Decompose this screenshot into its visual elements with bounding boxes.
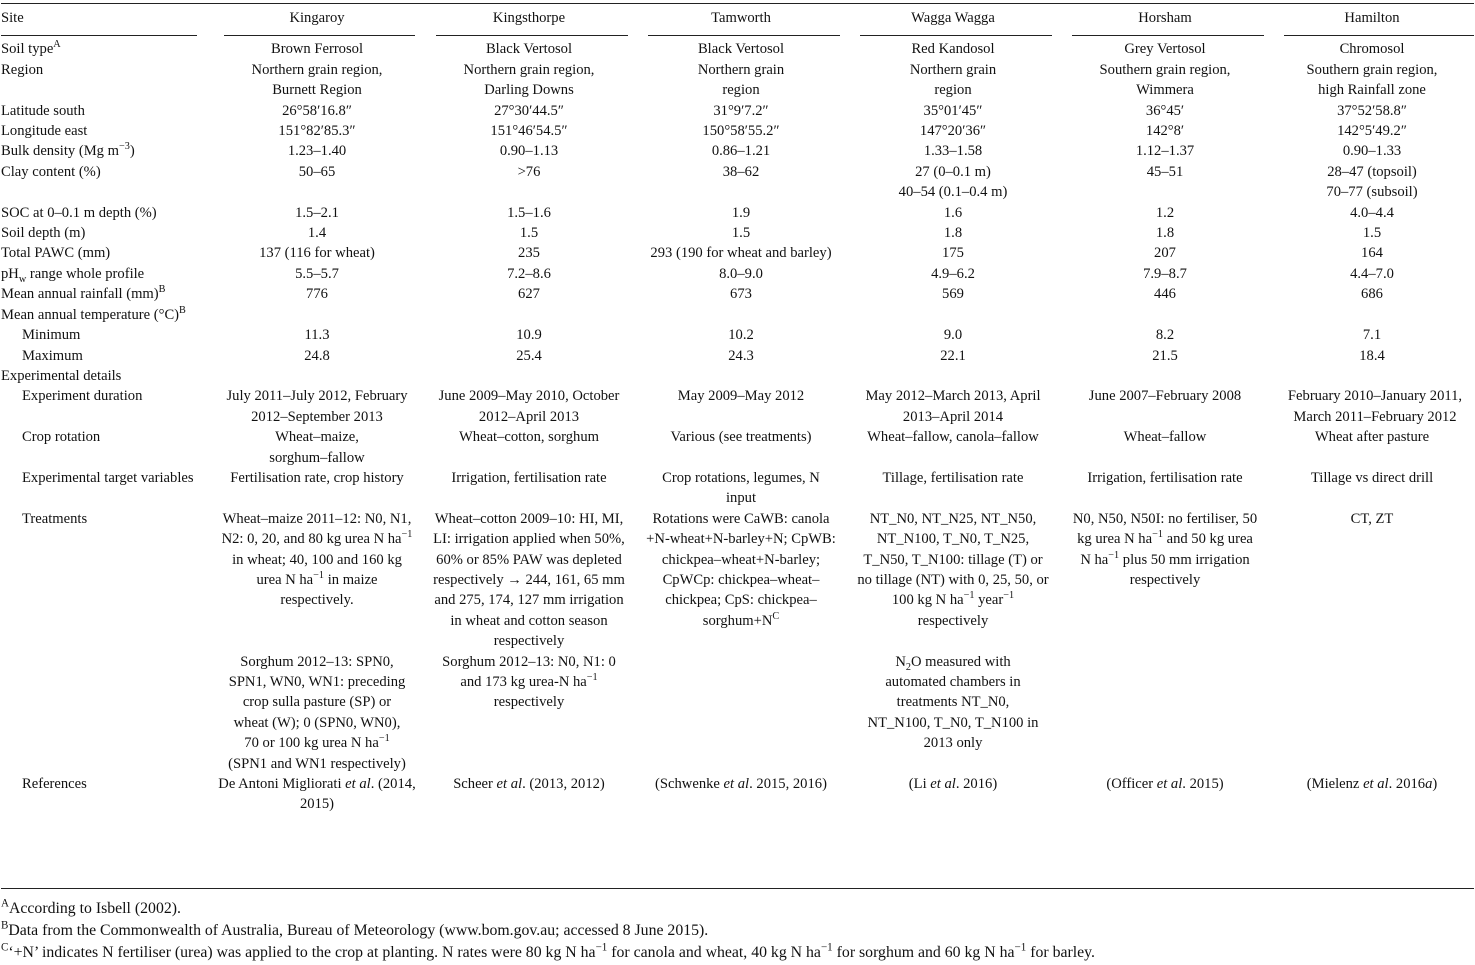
cell: 1.2 (1155, 204, 1175, 221)
cell: 8.0–9.0 (719, 265, 763, 282)
cell: Northern grain region (697, 61, 785, 99)
table-top-rule (1, 3, 1474, 4)
row-label (1, 652, 211, 774)
cell: Various (see treatments) (670, 429, 812, 446)
cell: 151°46′54.5″ (490, 123, 568, 140)
cell: Northern grain region, Darling Downs (463, 61, 595, 99)
cell: 22.1 (940, 347, 966, 364)
row-crop-rotation (1, 427, 1473, 468)
header-wagga-wagga: Wagga Wagga (911, 10, 995, 26)
cell: Black Vertosol (485, 41, 573, 58)
row-label: Mean annual rainfall (mm)$^B$ (1, 284, 166, 303)
cell: Northern grain region, Burnett Region (251, 61, 383, 99)
site-table (1, 5, 1473, 815)
row-label: References (22, 776, 87, 793)
header-tamworth: Tamworth (711, 10, 771, 26)
cell: $N_2O$ measured with automated chambers in treatments NT_N0, NT_N100, T_N0, T_N100 in 2013 only (867, 653, 1039, 752)
cell: 1.8 (943, 225, 963, 242)
cell: 446 (1154, 286, 1176, 303)
cell: 1.23–1.40 (287, 143, 347, 160)
row-treatments-continued (1, 652, 1473, 774)
cell: June 2009–May 2010, October 2012–April 2013 (438, 388, 620, 425)
row-experiment-duration (1, 386, 1473, 427)
footnote-b: $^B$Data from the Commonwealth of Australia, Bureau of Meteorology (www.bom.gov.au; accessed 8 June 2015). (1, 919, 709, 939)
cell: 27 (0–0.1 m) 40–54 (0.1–0.4 m) (898, 163, 1008, 201)
cell: 627 (518, 286, 540, 303)
cell: February 2010–January 2011, March 2011–February 2012 (1287, 388, 1463, 425)
cell: Tillage, fertilisation rate (882, 469, 1024, 486)
cell: (Schwenke et al. 2015, 2016) (655, 776, 827, 793)
table-header-row (1, 5, 1473, 39)
cell: 4.4–7.0 (1350, 265, 1394, 282)
row-label: Crop rotation (22, 429, 101, 446)
cell: 36°45′ (1145, 102, 1185, 119)
cell: Red Kandosol (911, 41, 995, 58)
row-label: Mean annual temperature $(^\circ C)^B$ (1, 304, 186, 323)
cell: Fertilisation rate, crop history (230, 469, 404, 486)
cell: Rotations were CaWB: canola +N-wheat+N-barley+N; CpWB: chickpea–wheat+N-barley; CpWCp: chickpea–wheat–chickpea; CpS: chickpea–$sorghum+N^C$ (646, 510, 836, 629)
cell: 37°52′58.8″ (1337, 102, 1407, 119)
row-temperature-heading (1, 305, 1473, 325)
cell: 142°8′ (1145, 123, 1185, 140)
cell: 1.33–1.58 (923, 143, 983, 160)
row-experimental-details-heading (1, 366, 1473, 386)
header-horsham: Horsham (1138, 10, 1192, 26)
cell: 7.1 (1362, 327, 1382, 344)
cell: Irrigation, fertilisation rate (451, 469, 607, 486)
header-hamilton: Hamilton (1344, 10, 1400, 26)
cell: Wheat–fallow (1123, 429, 1207, 446)
row-bulk-density (1, 141, 1473, 161)
row-label: Soil type$^A$ (1, 39, 61, 58)
row-region (1, 60, 1473, 101)
row-label: Latitude south (1, 102, 85, 119)
cell: NT_N0, NT_N25, NT_N50, NT_N100, T_N0, T_N25, T_N50, T_N100: tillage (T) or no tillage (NT) with 0, 25, 50, or 100 kg N $ha^{-1}$ year$^{-1}$ respectively (857, 510, 1049, 629)
cell: 1.5 (731, 225, 751, 242)
row-label: Clay content (%) (1, 163, 101, 180)
cell: 569 (942, 286, 964, 303)
row-minimum (1, 325, 1473, 345)
cell: 38–62 (722, 163, 760, 180)
cell: Wheat–cotton 2009–10: HI, MI, LI: irrigation applied when 50%, 60% or 85% PAW was depleted respectively → 244, 161, 65 mm and 275, 174, 127 mm irrigation in wheat and cotton season respectively (433, 510, 625, 650)
cell: >76 (517, 163, 541, 180)
cell: 1.12–1.37 (1135, 143, 1195, 160)
cell: 1.5–1.6 (507, 204, 551, 221)
cell: Crop rotations, legumes, N input (662, 469, 820, 507)
cell: 24.8 (304, 347, 330, 364)
row-label: Experiment duration (22, 388, 143, 405)
row-ph (1, 264, 1473, 284)
row-label: Experimental details (1, 367, 122, 384)
cell: Wheat–maize, sorghum–fallow (269, 429, 365, 466)
cell: 0.86–1.21 (711, 143, 771, 160)
cell: Wheat after pasture (1314, 429, 1430, 446)
cell: July 2011–July 2012, February 2012–September 2013 (226, 388, 408, 425)
cell: 164 (1361, 245, 1383, 262)
cell: 1.5 (519, 225, 539, 242)
cell: 18.4 (1359, 347, 1385, 364)
row-label: Experimental target variables (22, 469, 194, 486)
cell: Sorghum 2012–13: N0, N1: 0 and 173 kg urea-N $ha^{-1}$ respectively (442, 653, 616, 711)
cell: 9.0 (943, 327, 963, 344)
row-references (1, 774, 1473, 815)
cell: 0.90–1.13 (499, 143, 559, 160)
cell: 10.2 (728, 327, 754, 344)
cell: 151°82′85.3″ (278, 123, 356, 140)
cell: 4.9–6.2 (931, 265, 975, 282)
row-label: Minimum (22, 327, 81, 344)
row-label: Total PAWC (mm) (1, 245, 111, 262)
cell: 21.5 (1152, 347, 1178, 364)
row-experimental-target (1, 468, 1473, 509)
cell: 45–51 (1146, 163, 1184, 180)
cell: Northern grain region (909, 61, 997, 99)
row-label: SOC at 0–0.1 m depth (%) (1, 204, 157, 221)
row-label: Soil depth (m) (1, 225, 86, 242)
cell: 26°58′16.8″ (282, 102, 352, 119)
row-maximum (1, 346, 1473, 366)
cell: 50–65 (298, 163, 336, 180)
cell: 0.90–1.33 (1342, 143, 1402, 160)
cell: 150°58′55.2″ (702, 123, 780, 140)
cell: Irrigation, fertilisation rate (1087, 469, 1243, 486)
cell: Southern grain region, high Rainfall zone (1306, 61, 1438, 99)
cell: Wheat–maize 2011–12: N0, N1, N2: 0, 20, and 80 kg urea N $ha^{-1}$ in wheat; 40, 100 and 160 kg urea N $ha^{-1}$ in maize respectively. (221, 510, 413, 609)
cell: 776 (306, 286, 328, 303)
cell: (Officer et al. 2015) (1106, 776, 1224, 793)
cell (1271, 652, 1473, 774)
cell: Scheer et al. (2013, 2012) (453, 776, 605, 793)
row-longitude (1, 121, 1473, 141)
footnote-c: $^C$‘+N’ indicates N fertiliser (urea) was applied to the crop at planting. N rates were 80 kg N $ha^{-1}$ for canola and wheat, 40 kg N $ha^{-1}$ for sorghum and 60 kg N $ha^{-1}$ for barley. (1, 941, 1095, 961)
row-treatments (1, 509, 1473, 652)
cell: Chromosol (1339, 41, 1405, 58)
cell: 8.2 (1155, 327, 1175, 344)
cell: 235 (518, 245, 540, 262)
cell: Grey Vertosol (1124, 41, 1206, 58)
cell: 10.9 (516, 327, 542, 344)
cell: 7.9–8.7 (1143, 265, 1187, 282)
row-label: Maximum (22, 347, 83, 364)
cell: 207 (1154, 245, 1176, 262)
cell: 11.3 (304, 327, 330, 344)
cell: Sorghum 2012–13: SPN0, SPN1, WN0, WN1: preceding crop sulla pasture (SP) or wheat (W); 0 (SPN0, WN0), 70 or 100 kg urea N $ha^{-1}$ (SPN1 and WN1 respectively) (228, 653, 406, 772)
cell: 1.4 (307, 225, 327, 242)
cell: 1.5–2.1 (295, 204, 339, 221)
cell: Black Vertosol (697, 41, 785, 58)
cell: 1.6 (943, 204, 963, 221)
cell: 5.5–5.7 (295, 265, 339, 282)
row-total-pawc (1, 243, 1473, 263)
row-soil-type (1, 39, 1473, 59)
table-bottom-rule (1, 888, 1474, 889)
cell: 1.5 (1362, 225, 1382, 242)
cell: De Antoni Migliorati et al. (2014, 2015) (218, 776, 416, 813)
footnote-a: $^A$According to Isbell (2002). (1, 897, 181, 917)
row-label: $pH_w$ range whole profile (1, 265, 145, 285)
row-label: Region (1, 61, 44, 78)
row-clay-content (1, 162, 1473, 203)
cell: Southern grain region, Wimmera (1099, 61, 1231, 99)
cell: 7.2–8.6 (507, 265, 551, 282)
row-soc (1, 203, 1473, 223)
cell: 686 (1361, 286, 1383, 303)
cell: May 2012–March 2013, April 2013–April 2014 (865, 388, 1041, 425)
cell: 28–47 (topsoil) 70–77 (subsoil) (1326, 163, 1418, 201)
cell (635, 652, 847, 774)
cell: Brown Ferrosol (270, 41, 364, 58)
cell: 27°30′44.5″ (494, 102, 564, 119)
cell: June 2007–February 2008 (1088, 388, 1242, 405)
cell: (Li et al. 2016) (908, 776, 998, 793)
cell: 31°9′7.2″ (713, 102, 769, 119)
cell: CT, ZT (1350, 510, 1394, 527)
cell: N0, N50, N50I: no fertiliser, 50 kg urea N $ha^{-1}$ and 50 kg urea N $ha^{-1}$ plus 50 mm irrigation respectively (1072, 510, 1258, 588)
row-rainfall (1, 284, 1473, 304)
cell: 175 (942, 245, 964, 262)
header-site: Site (1, 10, 24, 26)
table-footnotes (1, 898, 1471, 964)
row-label: Bulk density (Mg $m^{-3}$) (1, 141, 135, 160)
cell: 4.0–4.4 (1350, 204, 1394, 221)
cell: 137 (116 for wheat) (259, 245, 375, 262)
header-kingsthorpe: Kingsthorpe (492, 10, 566, 26)
cell: May 2009–May 2012 (677, 388, 805, 405)
cell: 24.3 (728, 347, 754, 364)
cell (1059, 652, 1271, 774)
cell: 673 (730, 286, 752, 303)
cell: Wheat–cotton, sorghum (459, 429, 599, 446)
row-soil-depth (1, 223, 1473, 243)
cell: Wheat–fallow, canola–fallow (867, 429, 1039, 446)
cell: 35°01′45″ (923, 102, 983, 119)
cell: (Mielenz et al. 2016a) (1306, 776, 1438, 793)
cell: 147°20′36″ (919, 123, 987, 140)
row-label: Treatments (22, 510, 88, 527)
cell: 1.9 (731, 204, 751, 221)
cell: Tillage vs direct drill (1310, 469, 1434, 486)
header-kingaroy: Kingaroy (289, 10, 345, 26)
cell: 1.8 (1155, 225, 1175, 242)
cell: 142°5′49.2″ (1337, 123, 1407, 140)
row-latitude (1, 101, 1473, 121)
cell: 293 (190 for wheat and barley) (650, 245, 832, 262)
cell: 25.4 (516, 347, 542, 364)
row-label: Longitude east (1, 123, 88, 140)
